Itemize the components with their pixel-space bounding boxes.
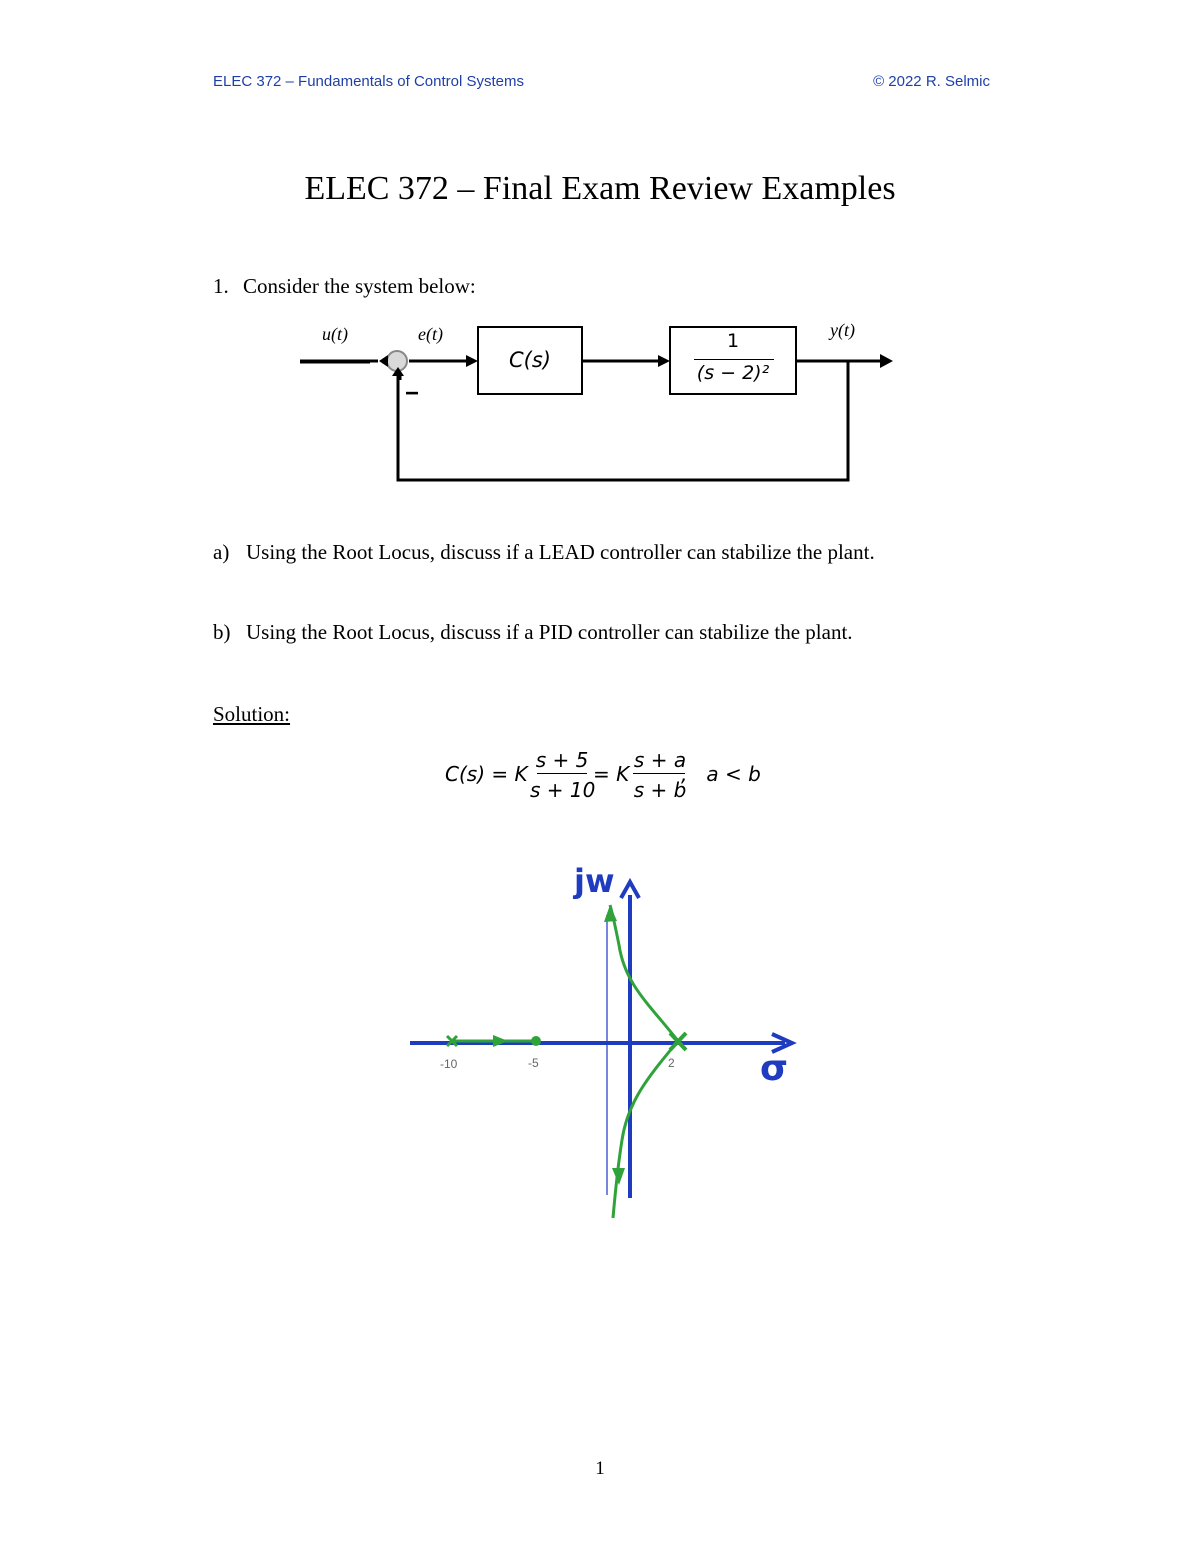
question-number: 1. [213,274,229,298]
part-a-text: Using the Root Locus, discuss if a LEAD controller can stabilize the plant. [246,540,875,564]
arrowhead-feedback [392,367,404,376]
eq-num1: s + 5 [535,748,589,772]
controller-label: C(s) [509,348,551,372]
part-b-text: Using the Root Locus, discuss if a PID controller can stabilize the plant. [246,620,853,644]
part-b [213,620,853,645]
arrowhead-input [379,355,388,367]
plant-denominator: (s − 2)² [696,362,770,384]
eq-num2: s + a [633,748,687,772]
imag-axis-arrow [621,882,639,898]
summing-junction [387,351,407,371]
locus-arrow-upper [604,905,617,922]
tick-label-2: 2 [668,1056,675,1070]
locus-arrow-lower [612,1168,625,1185]
part-a [213,540,875,565]
imag-axis-label: jw [574,862,615,900]
pole-marker-2 [670,1033,686,1050]
error-label: e(t) [418,324,443,344]
input-label: u(t) [322,324,348,344]
page-number: 1 [595,1458,605,1479]
arrowhead-error [466,355,478,367]
part-b-label: b) [213,620,231,644]
page-title: ELEC 372 – Final Exam Review Examples [304,170,896,207]
tick-label-minus10: -10 [440,1057,458,1071]
eq-bar2 [633,773,685,774]
arrowhead-output [880,354,893,368]
question-1 [213,274,476,299]
eq-condition: , a < b [681,762,761,786]
output-label: y(t) [830,320,855,340]
feedback-sign: − [405,380,420,407]
eq-bar1 [537,773,587,774]
eq-den1: s + 10 [530,778,596,802]
eq-lhs: C(s) = K [445,762,528,786]
pole-marker-minus10 [447,1036,457,1046]
question-text: Consider the system below: [243,274,476,298]
eq-den2: s + b [633,778,687,802]
plant-numerator: 1 [726,330,740,352]
plant-fraction-bar [694,359,774,360]
header-course: ELEC 372 – Fundamentals of Control Systems [213,73,524,90]
arrowhead-plant [658,355,670,367]
part-a-label: a) [213,540,230,564]
real-axis-label: σ [760,1048,789,1089]
zero-marker-minus5 [531,1036,541,1046]
locus-arrow-real [493,1035,508,1047]
locus-upper-branch [610,905,678,1041]
header-copyright: © 2022 R. Selmic [873,73,990,90]
tick-label-minus5: -5 [528,1056,539,1070]
solution-label: Solution: [213,702,291,726]
eq-mid: = K [593,762,630,786]
